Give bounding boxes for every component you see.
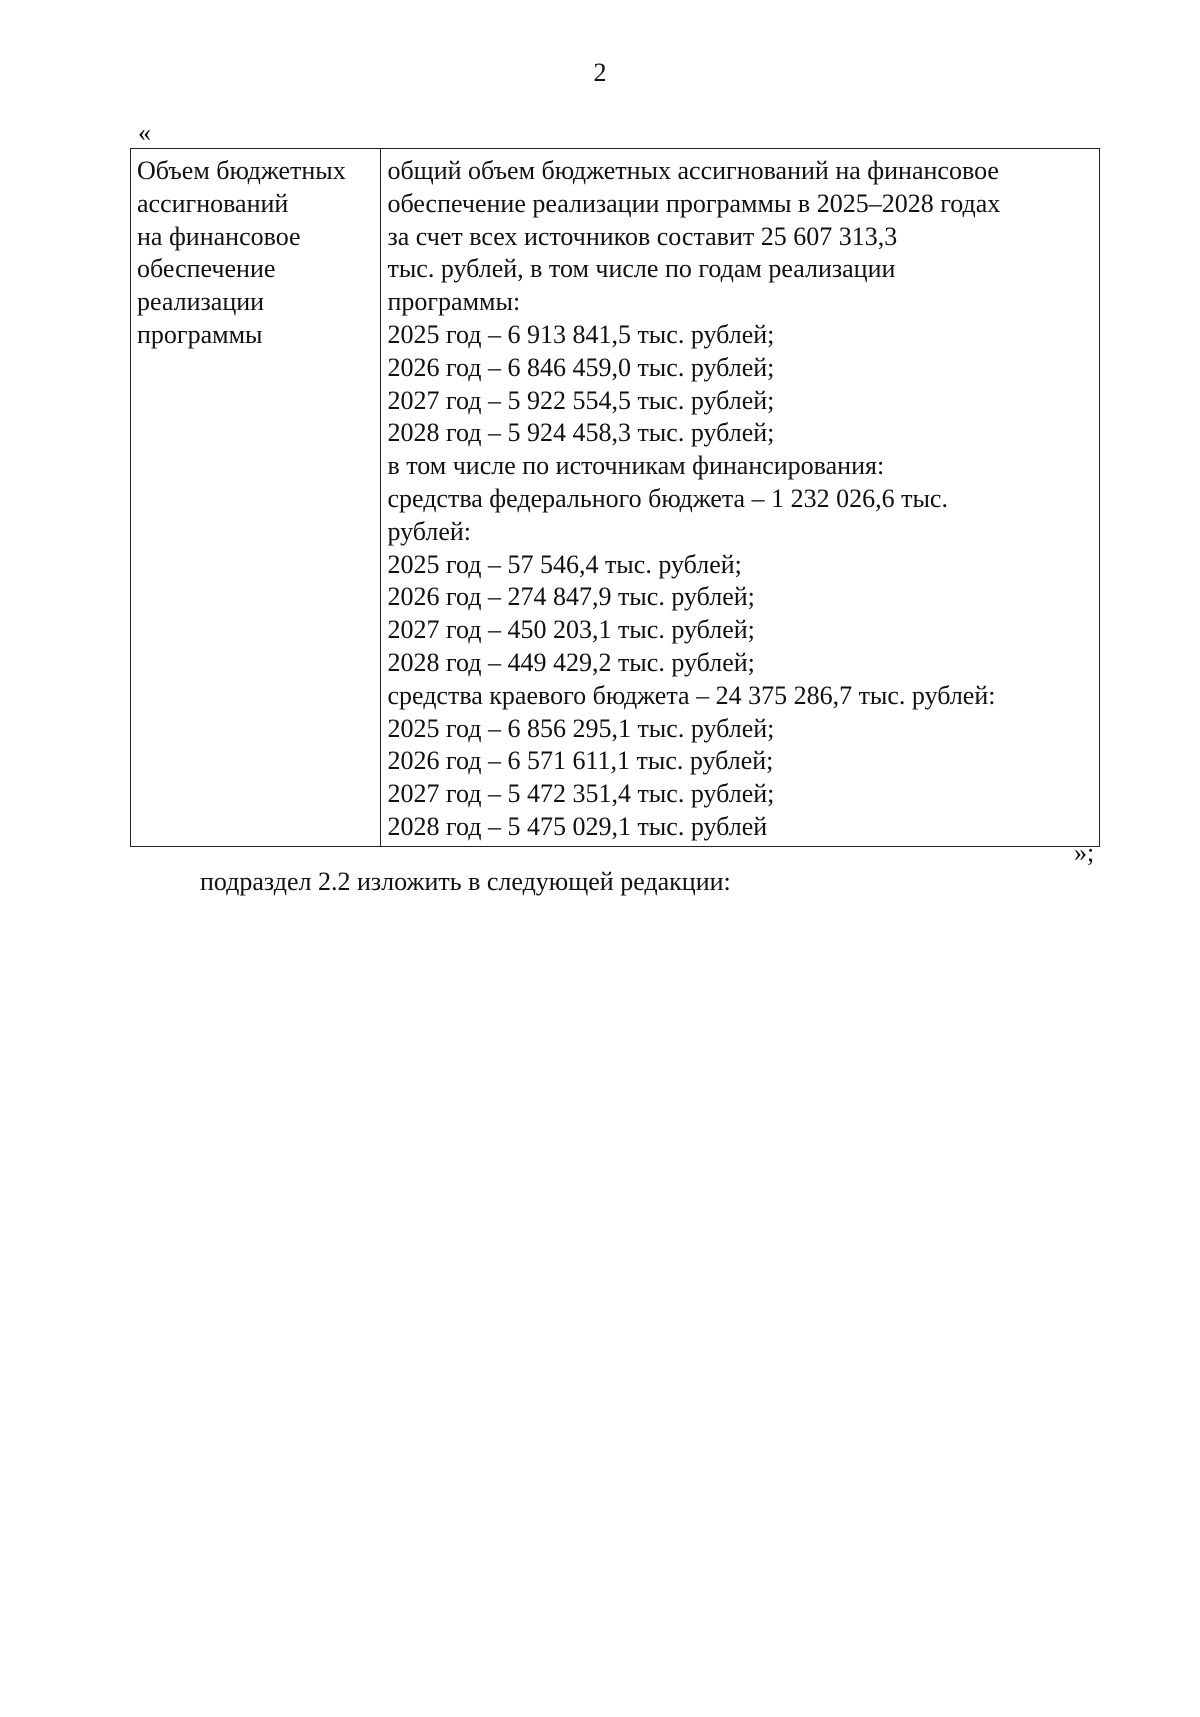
content-line: 2028 год – 5 924 458,3 тыс. рублей;	[387, 418, 775, 448]
content-line: 2027 год – 450 203,1 тыс. рублей;	[387, 615, 755, 645]
content-line: 2028 год – 5 475 029,1 тыс. рублей	[387, 811, 768, 841]
closing-quote-mark: »;	[1074, 838, 1095, 867]
content-line: тыс. рублей, в том числе по годам реализации	[387, 254, 896, 284]
content-line: 2028 год – 449 429,2 тыс. рублей;	[387, 647, 755, 677]
label-line: на финансовое	[137, 221, 301, 251]
opening-quote-mark: «	[138, 118, 151, 147]
content-line: 2025 год – 6 913 841,5 тыс. рублей;	[387, 319, 775, 349]
content-line: 2027 год – 5 922 554,5 тыс. рублей;	[387, 385, 775, 415]
content-line: в том числе по источникам финансирования:	[387, 451, 885, 481]
content-line: 2027 год – 5 472 351,4 тыс. рублей;	[387, 779, 775, 809]
budget-allocation-table	[130, 148, 1100, 847]
page-number: 2	[593, 58, 607, 87]
content-line: 2026 год – 6 846 459,0 тыс. рублей;	[387, 352, 775, 382]
label-line: программы	[137, 319, 263, 349]
content-line: средства федерального бюджета – 1 232 026,6 тыс.	[387, 483, 948, 513]
content-line: общий объем бюджетных ассигнований на финансовое	[387, 156, 999, 185]
label-line: Объем бюджетных	[137, 156, 346, 185]
content-line: обеспечение реализации программы в 2025–2028 годах	[387, 188, 1001, 218]
content-line: рублей:	[387, 516, 472, 546]
body-paragraph: подраздел 2.2 изложить в следующей редакции:	[200, 867, 731, 896]
content-line: 2026 год – 6 571 611,1 тыс. рублей;	[387, 746, 774, 776]
label-line: обеспечение	[137, 254, 276, 284]
label-line: реализации	[137, 287, 265, 317]
table-cell-label	[131, 149, 381, 847]
content-line: 2026 год – 274 847,9 тыс. рублей;	[387, 582, 755, 612]
content-line: программы:	[387, 287, 521, 317]
content-line: средства краевого бюджета – 24 375 286,7 тыс. рублей:	[387, 680, 996, 710]
content-line: за счет всех источников составит 25 607 313,3	[387, 221, 898, 251]
table-cell-content	[381, 149, 1100, 847]
content-line: 2025 год – 57 546,4 тыс. рублей;	[387, 549, 742, 579]
content-line: 2025 год – 6 856 295,1 тыс. рублей;	[387, 713, 775, 743]
table-row	[131, 149, 1100, 847]
label-line: ассигнований	[137, 188, 289, 218]
